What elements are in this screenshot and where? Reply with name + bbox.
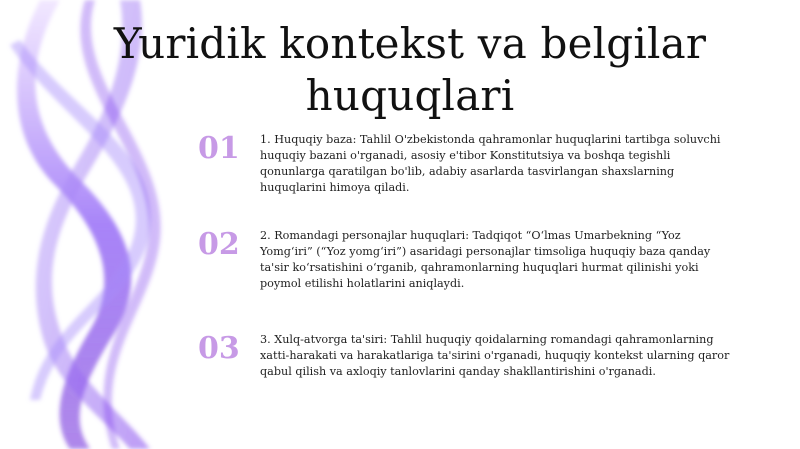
item-number: 02 — [198, 227, 240, 262]
item-text: 2. Romandagi personajlar huquqlari: Tadqiqot “O‘lmas Umarbekning “Yoz Yomg‘iri” (“Yoz yomg‘iri”) asaridagi personajlar timsoliga huquqiy baza qanday ta'sir ko‘rsatishini o‘rganib, qahramonlarning huquqlari hurmat qilinishi yoki poymol etilishi holatlarini aniqlaydi. — [260, 229, 711, 290]
item-number: 01 — [198, 131, 240, 166]
item-number: 03 — [198, 331, 240, 366]
item-text: 1. Huquqiy baza: Tahlil O'zbekistonda qahramonlar huquqlarini tartibga soluvchi huquqiy bazani o'rganadi, asosiy e'tibor Konstitutsiya va boshqa tegishli qonunlarga qaratilgan bo'lib, adabiy asarlarda tasvirlangan shaxslarning huquqlarini himoya qiladi. — [260, 133, 721, 194]
slide-title: Yuridik kontekst va belgilar huquqlari — [113, 19, 707, 120]
item-text: 3. Xulq-atvorga ta'siri: Tahlil huquqiy qoidalarning romandagi qahramonlarning xatti-harakati va harakatlariga ta'sirini o'rganadi, huquqiy kontekst ularning qaror qabul qilish va axloqiy tanlovlarini qanday shakllantirishini o'rganadi. — [260, 333, 730, 378]
